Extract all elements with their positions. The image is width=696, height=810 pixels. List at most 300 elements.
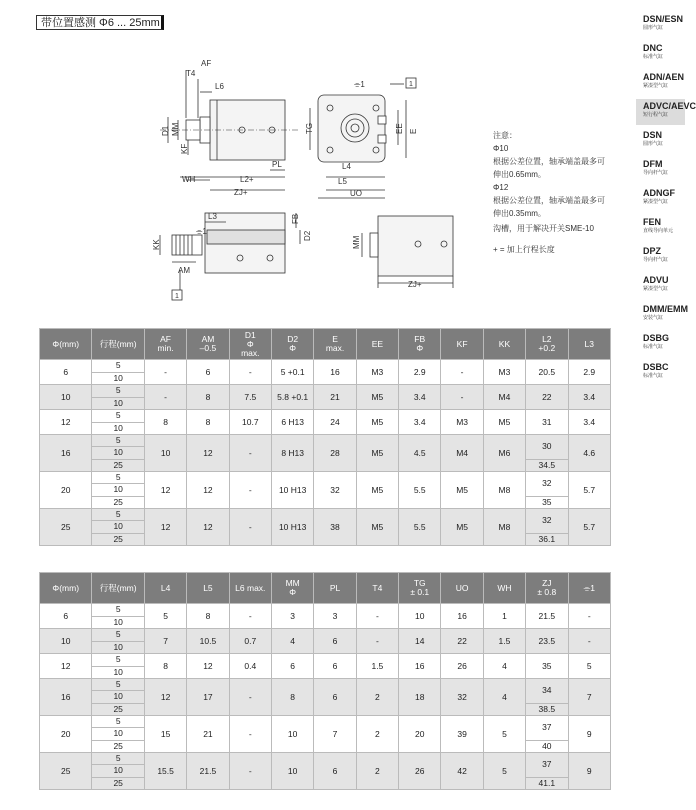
value-cell: 26 — [399, 753, 441, 790]
table-row — [40, 604, 611, 617]
sidebar-item-advu[interactable] — [636, 273, 685, 299]
table-header-cell — [356, 573, 398, 604]
sidebar-item-sub: 导向杆气缸 — [643, 170, 669, 176]
value-cell: M4 — [483, 385, 525, 410]
value-cell: 6 — [314, 679, 356, 716]
value-cell: 5.8 +0.1 — [271, 385, 313, 410]
note-line: Φ10 — [493, 144, 509, 153]
value-cell: M5 — [483, 410, 525, 435]
table-header-cell — [92, 573, 144, 604]
dim-zj: ZJ+ — [234, 188, 248, 197]
header-label: T4 — [372, 582, 383, 593]
value-cell: 6 — [271, 654, 313, 679]
sidebar-item-label: DSN — [643, 130, 663, 140]
value-cell: 4.6 — [568, 435, 611, 472]
dim-tg: TG — [305, 122, 314, 134]
table-header-cell — [483, 573, 525, 604]
note-line: 根据公差位置，轴承端盖最多可 — [493, 196, 605, 205]
value-cell: 34 — [526, 679, 568, 704]
value-cell: 6 — [314, 654, 356, 679]
dim-zj2: ZJ+ — [408, 280, 422, 289]
value-cell: 7 — [314, 716, 356, 753]
value-cell: 36.1 — [526, 533, 568, 545]
header-label: Φ(mm) — [52, 582, 80, 593]
sidebar-item-label: ADVU — [643, 275, 669, 285]
sidebar-item-sub: 标准气缸 — [643, 54, 664, 60]
value-cell: M5 — [441, 472, 483, 509]
value-cell: 4 — [483, 654, 525, 679]
table-row — [40, 472, 611, 484]
value-cell: 2 — [356, 716, 398, 753]
sidebar-item-sub: 导向杆气缸 — [643, 257, 669, 263]
value-cell: 37 — [526, 716, 568, 741]
value-cell: 35 — [526, 496, 568, 508]
header-label: L3 — [584, 338, 594, 349]
table-row — [40, 410, 611, 423]
value-cell: 35 — [526, 654, 568, 679]
stroke-cell: 25 — [92, 703, 144, 715]
table-header-cell — [92, 329, 144, 360]
sidebar-item-label: DSN/ESN — [643, 14, 684, 24]
stroke-cell: 5 — [92, 753, 144, 765]
dim-d2: D2 — [303, 230, 312, 241]
header-label: KF — [456, 338, 468, 349]
value-cell: - — [144, 360, 186, 385]
value-cell: 3 — [271, 604, 313, 629]
note-line: Φ12 — [493, 183, 509, 192]
value-cell: 10 — [399, 604, 441, 629]
stroke-cell: 10 — [92, 397, 144, 410]
stroke-cell: 5 — [92, 716, 144, 728]
sidebar-item-sub: 短行程气缸 — [643, 112, 669, 118]
header-label: FB Φ — [414, 334, 426, 353]
value-cell: - — [229, 604, 271, 629]
sidebar-item-sub: 圆形气缸 — [643, 141, 664, 147]
value-cell: 18 — [399, 679, 441, 716]
value-cell: M3 — [356, 360, 398, 385]
note-line: 注意： — [493, 131, 517, 140]
value-cell: 7.5 — [229, 385, 271, 410]
table-row — [40, 435, 611, 447]
sidebar-item-sub: 紧凑型气缸 — [643, 199, 669, 205]
header-label: Φ(mm) — [52, 338, 80, 349]
value-cell: 3 — [314, 604, 356, 629]
value-cell: 17 — [187, 679, 229, 716]
sidebar-item-sub: 紧凑型气缸 — [643, 286, 669, 292]
dim-ee: EE — [395, 123, 404, 134]
value-cell: 26 — [441, 654, 483, 679]
value-cell: 6 H13 — [271, 410, 313, 435]
value-cell: 14 — [399, 629, 441, 654]
value-cell: M4 — [441, 435, 483, 472]
value-cell: 7 — [144, 629, 186, 654]
value-cell: 23.5 — [526, 629, 568, 654]
value-cell: 9 — [568, 716, 611, 753]
stroke-cell: 5 — [92, 435, 144, 447]
value-cell: 10 H13 — [271, 509, 313, 546]
value-cell: 10.5 — [187, 629, 229, 654]
value-cell: 8 — [187, 604, 229, 629]
value-cell: M3 — [441, 410, 483, 435]
table-header-row — [40, 573, 611, 604]
note-line: + = 加上行程长度 — [493, 245, 555, 254]
stroke-cell: 25 — [92, 496, 144, 508]
header-label: L2 +0.2 — [538, 334, 556, 353]
value-cell: 8 — [187, 410, 229, 435]
value-cell: 34.5 — [526, 459, 568, 471]
value-cell: 3.4 — [568, 385, 611, 410]
value-cell: M3 — [483, 360, 525, 385]
value-cell: 8 — [144, 410, 186, 435]
header-label: AM –0.5 — [199, 334, 217, 353]
sidebar-item-label: ADVC/AEVC — [643, 101, 696, 111]
sidebar-item-dfm[interactable] — [636, 157, 685, 183]
sidebar-item-dsn[interactable] — [636, 128, 685, 154]
diameter-cell: 25 — [40, 509, 92, 546]
value-cell: - — [229, 509, 271, 546]
stroke-cell: 10 — [92, 765, 144, 777]
value-cell: 10.7 — [229, 410, 271, 435]
value-cell: M8 — [483, 509, 525, 546]
value-cell: M5 — [441, 509, 483, 546]
table-row — [40, 679, 611, 691]
table-row — [40, 753, 611, 765]
diameter-cell: 10 — [40, 385, 92, 410]
value-cell: 10 — [144, 435, 186, 472]
table-header-cell — [526, 573, 568, 604]
value-cell: 16 — [399, 654, 441, 679]
notes — [493, 129, 628, 256]
value-cell: 1.5 — [356, 654, 398, 679]
value-cell: 16 — [441, 604, 483, 629]
table-row — [40, 385, 611, 398]
value-cell: - — [356, 629, 398, 654]
table-header-cell — [271, 573, 313, 604]
value-cell: - — [229, 435, 271, 472]
sidebar-item-fen[interactable] — [636, 215, 685, 241]
value-cell: 2 — [356, 679, 398, 716]
sidebar-item-dsbg[interactable] — [636, 331, 685, 357]
value-cell: 32 — [314, 472, 356, 509]
stroke-cell: 5 — [92, 472, 144, 484]
value-cell: 12 — [187, 509, 229, 546]
dim-kk: KK — [152, 239, 161, 250]
dim-mm: MM — [171, 122, 180, 136]
table-header-cell — [356, 329, 398, 360]
value-cell: 2.9 — [399, 360, 441, 385]
header-label: ZJ ± 0.8 — [537, 578, 557, 597]
value-cell: M6 — [483, 435, 525, 472]
header-label: MM Φ — [285, 578, 300, 597]
stroke-cell: 10 — [92, 666, 144, 679]
header-label: AF min. — [157, 334, 174, 353]
value-cell: 12 — [144, 509, 186, 546]
value-cell: 3.4 — [568, 410, 611, 435]
value-cell: 5.5 — [399, 509, 441, 546]
value-cell: 3.4 — [399, 410, 441, 435]
stroke-cell: 10 — [92, 691, 144, 703]
dim-c1: ⌯1 — [354, 80, 365, 89]
diameter-cell: 16 — [40, 679, 92, 716]
value-cell: 15.5 — [144, 753, 186, 790]
table-header-cell — [40, 573, 92, 604]
header-label: KK — [498, 338, 511, 349]
sidebar-item-dmm-emm[interactable] — [636, 302, 688, 328]
callout-1b: 1 — [175, 293, 179, 300]
table-header-cell — [441, 573, 483, 604]
value-cell: 6 — [314, 629, 356, 654]
sidebar-item-sub: 安装气缸 — [643, 315, 664, 321]
value-cell: - — [229, 472, 271, 509]
value-cell: 21 — [187, 716, 229, 753]
table-header-cell — [229, 573, 271, 604]
value-cell: 0.4 — [229, 654, 271, 679]
table-header-cell — [568, 329, 611, 360]
dim-uo: UO — [350, 189, 362, 198]
dim-kf: KF — [180, 143, 189, 154]
stroke-cell: 10 — [92, 422, 144, 435]
table-row — [40, 509, 611, 521]
value-cell: 0.7 — [229, 629, 271, 654]
value-cell: - — [229, 716, 271, 753]
value-cell: 6 — [314, 753, 356, 790]
value-cell: 24 — [314, 410, 356, 435]
dim-l4: L4 — [342, 162, 351, 171]
stroke-cell: 5 — [92, 410, 144, 423]
header-label: EE — [371, 338, 384, 349]
value-cell: 1 — [483, 604, 525, 629]
header-label: E max. — [325, 334, 345, 353]
sidebar-item-sub: 标准气缸 — [643, 344, 664, 350]
value-cell: 3.4 — [399, 385, 441, 410]
sidebar-item-label: FEN — [643, 217, 661, 227]
stroke-cell: 5 — [92, 629, 144, 642]
sidebar-item-dsn-esn[interactable] — [636, 12, 685, 38]
value-cell: - — [229, 360, 271, 385]
dim-mm2: MM — [352, 235, 361, 249]
value-cell: 5.7 — [568, 472, 611, 509]
value-cell: 20 — [399, 716, 441, 753]
dim-l2: L2+ — [240, 175, 254, 184]
value-cell: 5.7 — [568, 509, 611, 546]
value-cell: 10 H13 — [271, 472, 313, 509]
stroke-cell: 10 — [92, 728, 144, 740]
sidebar-item-label: ADNGF — [643, 188, 675, 198]
table-header-cell — [441, 329, 483, 360]
value-cell: - — [229, 679, 271, 716]
note-line: 伸出0.35mm。 — [493, 209, 546, 218]
value-cell: 32 — [441, 679, 483, 716]
dim-l6: L6 — [215, 82, 224, 91]
dimension-table-1 — [39, 328, 611, 546]
table-row — [40, 360, 611, 373]
diameter-cell: 12 — [40, 654, 92, 679]
dim-fb: FB — [291, 213, 300, 224]
diameter-cell: 10 — [40, 629, 92, 654]
stroke-cell: 25 — [92, 459, 144, 471]
header-label: ⌯1 — [583, 582, 596, 593]
value-cell: 4 — [271, 629, 313, 654]
stroke-cell: 10 — [92, 372, 144, 385]
value-cell: 4 — [483, 679, 525, 716]
value-cell: 2 — [356, 753, 398, 790]
stroke-cell: 25 — [92, 777, 144, 789]
value-cell: 8 — [144, 654, 186, 679]
stroke-cell: 10 — [92, 447, 144, 459]
value-cell: 28 — [314, 435, 356, 472]
dim-am: AM — [178, 266, 190, 275]
stroke-cell: 5 — [92, 604, 144, 617]
diameter-cell: 16 — [40, 435, 92, 472]
dim-l5: L5 — [338, 177, 347, 186]
stroke-cell: 25 — [92, 533, 144, 545]
value-cell: 5 — [144, 604, 186, 629]
value-cell: 12 — [144, 679, 186, 716]
callout-1: 1 — [409, 81, 413, 88]
value-cell: 5 — [483, 716, 525, 753]
stroke-cell: 10 — [92, 616, 144, 629]
sidebar-item-sub: 标准气缸 — [643, 373, 664, 379]
diameter-cell: 6 — [40, 360, 92, 385]
value-cell: 5.5 — [399, 472, 441, 509]
table-header-cell — [483, 329, 525, 360]
table-header-cell — [526, 329, 568, 360]
table-header-cell — [568, 573, 611, 604]
header-label: 行程(mm) — [99, 582, 137, 593]
sidebar-item-label: DPZ — [643, 246, 661, 256]
table-row — [40, 654, 611, 667]
table-header-cell — [144, 329, 186, 360]
table-header-cell — [314, 573, 356, 604]
table-header-cell — [187, 329, 229, 360]
dim-wh: WH — [182, 175, 196, 184]
table-header-cell — [399, 329, 441, 360]
value-cell: 30 — [526, 435, 568, 460]
value-cell: 15 — [144, 716, 186, 753]
value-cell: 12 — [187, 472, 229, 509]
value-cell: 32 — [526, 472, 568, 497]
table-header-cell — [271, 329, 313, 360]
product-sidebar — [636, 12, 696, 389]
note-line: 沟槽，用于解决开关SME-10 — [493, 224, 594, 233]
header-label: L5 — [203, 582, 213, 593]
header-label: 行程(mm) — [99, 338, 137, 349]
value-cell: 31 — [526, 410, 568, 435]
value-cell: 8 — [187, 385, 229, 410]
header-label: L4 — [160, 582, 171, 593]
dim-t4: T4 — [186, 69, 196, 78]
value-cell: M5 — [356, 509, 398, 546]
stroke-cell: 5 — [92, 385, 144, 398]
value-cell: 5 +0.1 — [271, 360, 313, 385]
value-cell: 32 — [526, 509, 568, 534]
stroke-cell: 10 — [92, 641, 144, 654]
sidebar-item-sub: 直线导向单元 — [643, 228, 674, 234]
header-label: PL — [329, 582, 341, 593]
sidebar-item-label: DFM — [643, 159, 663, 169]
value-cell: M5 — [356, 435, 398, 472]
dimension-table-2 — [39, 572, 611, 790]
table-header-cell — [144, 573, 186, 604]
value-cell: M8 — [483, 472, 525, 509]
sidebar-item-dsbc[interactable] — [636, 360, 685, 386]
value-cell: - — [568, 604, 611, 629]
sidebar-item-sub: 紧凑型气缸 — [643, 83, 669, 89]
table-header-cell — [40, 329, 92, 360]
value-cell: 1.5 — [483, 629, 525, 654]
value-cell: 6 — [187, 360, 229, 385]
value-cell: - — [144, 385, 186, 410]
table-header-row — [40, 329, 611, 360]
table-row — [40, 629, 611, 642]
value-cell: - — [568, 629, 611, 654]
value-cell: 16 — [314, 360, 356, 385]
value-cell: 10 — [271, 753, 313, 790]
note-line: 伸出0.65mm。 — [493, 170, 546, 179]
diameter-cell: 25 — [40, 753, 92, 790]
sidebar-item-adn-aen[interactable] — [636, 70, 685, 96]
dim-pl: PL — [272, 160, 282, 169]
stroke-cell: 25 — [92, 740, 144, 752]
value-cell: 5 — [568, 654, 611, 679]
diameter-cell: 12 — [40, 410, 92, 435]
value-cell: M5 — [356, 385, 398, 410]
sidebar-item-advc-aevc[interactable] — [636, 99, 696, 125]
dim-c1b: ⌯1 — [196, 227, 207, 236]
header-label: L6 max. — [235, 582, 266, 593]
stroke-cell: 5 — [92, 360, 144, 373]
value-cell: - — [356, 604, 398, 629]
sidebar-item-label: DNC — [643, 43, 663, 53]
sidebar-item-label: DSBC — [643, 362, 669, 372]
value-cell: - — [441, 360, 483, 385]
value-cell: 8 H13 — [271, 435, 313, 472]
value-cell: 2.9 — [568, 360, 611, 385]
value-cell: 41.1 — [526, 777, 568, 789]
value-cell: M5 — [356, 410, 398, 435]
diameter-cell: 20 — [40, 716, 92, 753]
page-title: 带位置感测 Φ6 ... 25mm — [36, 15, 164, 30]
diameter-cell: 20 — [40, 472, 92, 509]
value-cell: 22 — [526, 385, 568, 410]
value-cell: 12 — [187, 435, 229, 472]
value-cell: 5 — [483, 753, 525, 790]
value-cell: 12 — [144, 472, 186, 509]
sidebar-item-dnc[interactable] — [636, 41, 685, 67]
value-cell: M5 — [356, 472, 398, 509]
header-label: D1 Φ max. — [241, 329, 260, 358]
value-cell: 21.5 — [526, 604, 568, 629]
value-cell: 42 — [441, 753, 483, 790]
stroke-cell: 10 — [92, 484, 144, 496]
value-cell: 40 — [526, 740, 568, 752]
value-cell: 21.5 — [187, 753, 229, 790]
table-header-cell — [314, 329, 356, 360]
stroke-cell: 5 — [92, 509, 144, 521]
dim-l3: L3 — [208, 212, 217, 221]
sidebar-item-dpz[interactable] — [636, 244, 685, 270]
header-label: UO — [455, 582, 469, 593]
diameter-cell: 6 — [40, 604, 92, 629]
sidebar-item-label: DSBG — [643, 333, 670, 343]
sidebar-item-adngf[interactable] — [636, 186, 685, 212]
header-label: D2 Φ — [287, 334, 299, 353]
stroke-cell: 5 — [92, 654, 144, 667]
value-cell: 7 — [568, 679, 611, 716]
value-cell: 21 — [314, 385, 356, 410]
stroke-cell: 10 — [92, 521, 144, 533]
table-header-cell — [229, 329, 271, 360]
